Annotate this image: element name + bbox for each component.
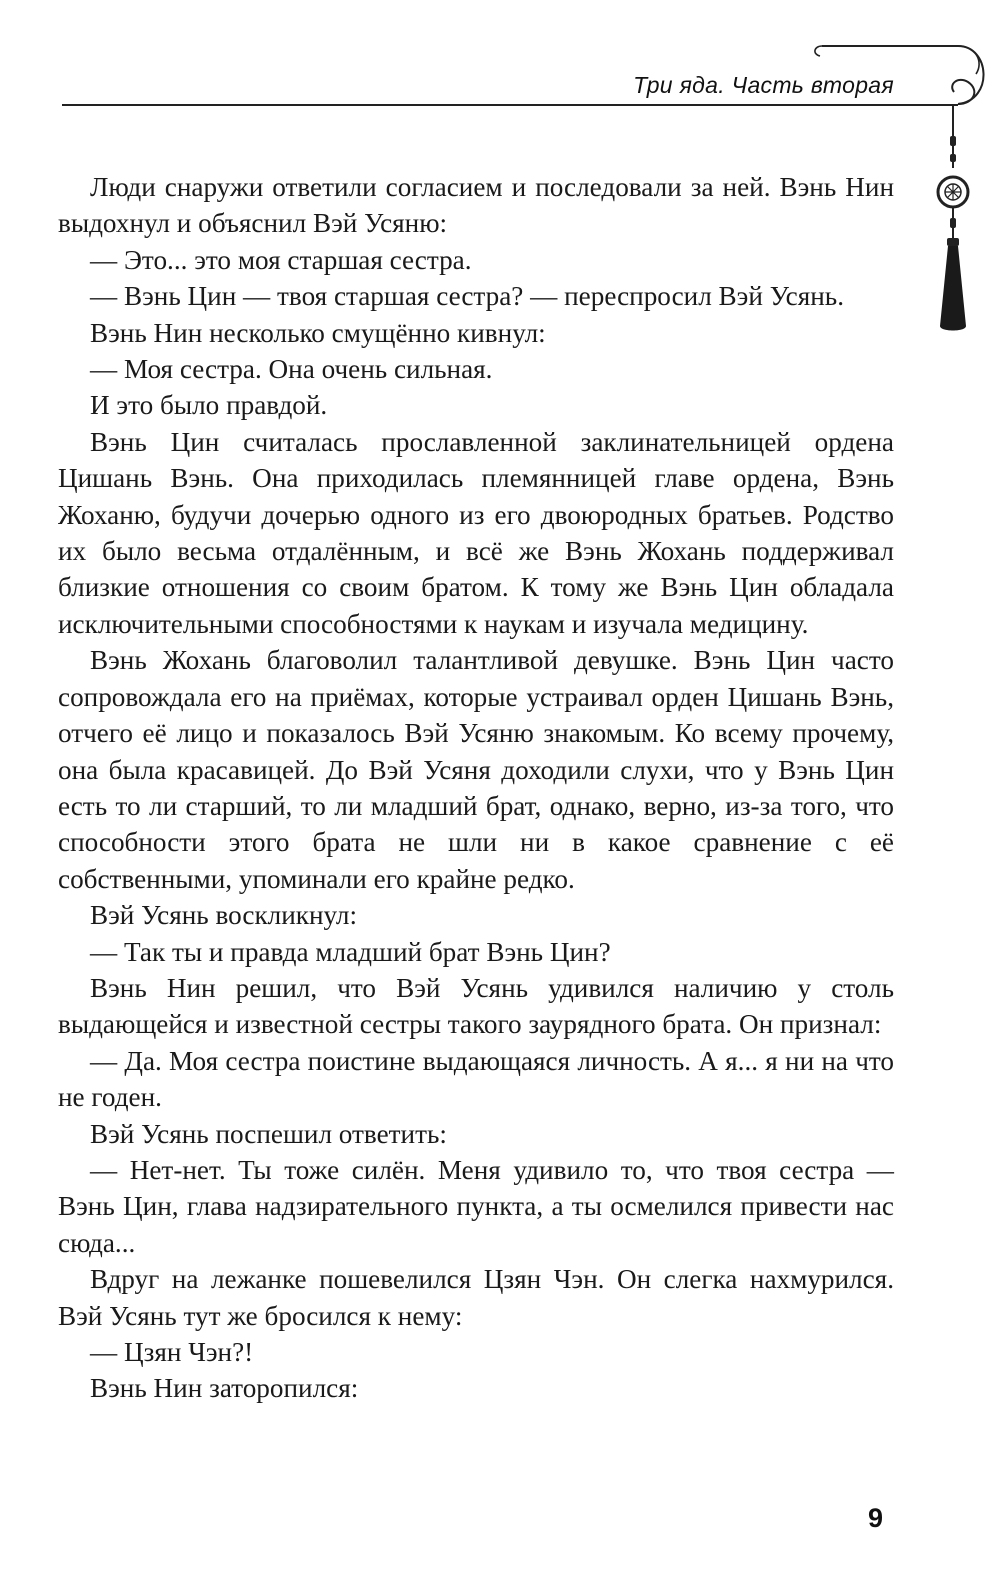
dialog-line: — Нет-нет. Ты тоже силён. Меня удивило то, что твоя сестра — Вэнь Цин, глава надзирательного пункта, а ты осмелился привести нас сюда... (58, 1154, 894, 1258)
dialog-line: — Это... это моя старшая сестра. (90, 244, 472, 275)
paragraph: Люди снаружи ответили согласием и последовали за ней. Вэнь Нин выдохнул и объяснил Вэй Усяню: (58, 172, 894, 239)
dialog-line: — Да. Моя сестра поистине выдающаяся личность. А я... я ни на что не годен. (58, 1045, 894, 1113)
paragraph: Вэнь Цин считалась прославленной заклинательницей ордена Цишань Вэнь. Она приходилась племянницей главе ордена, Вэнь Жоханю, будучи дочерью одного из его двоюродных братьев. Родство их было весьма отдалённым, и всё же Вэнь Жохань поддерживал близкие отношения со своим братом. К тому же Вэнь Цин обладала исключительными способностями к наукам и изучала медицину. (58, 426, 894, 639)
running-header-title: Три яда. Часть вторая (633, 72, 894, 98)
dialog-line: — Цзян Чэн?! (90, 1337, 254, 1367)
page-body (58, 169, 894, 1407)
paragraph: Вдруг на лежанке пошевелился Цзян Чэн. Он слегка нахмурился. Вэй Усянь тут же бросился к нему: (58, 1264, 894, 1331)
paragraph: Вэй Усянь поспешил ответить: (90, 1118, 447, 1149)
dialog-line: — Вэнь Цин — твоя старшая сестра? — переспросил Вэй Усянь. (90, 281, 845, 312)
paragraph: Вэй Усянь воскликнул: (90, 900, 358, 931)
paragraph: Вэнь Нин несколько смущённо кивнул: (90, 317, 546, 348)
page-number: 9 (868, 1503, 884, 1533)
paragraph: Вэнь Жохань благоволил талантливой девушке. Вэнь Цин часто сопровождала его на приёмах, которые устраивал орден Цишань Вэнь, отчего её лицо и показалось Вэй Усяню знакомым. Ко всему прочему, она была красавицей. До Вэй Усяня доходили слухи, что у Вэнь Цин есть то ли старший, то ли младший брат, однако, верно, из-за того, что способности этого брата не шли ни в какое сравнение с её собственными, упоминали его крайне редко. (58, 645, 894, 894)
paragraph: Вэнь Нин решил, что Вэй Усянь удивился наличию у столь выдающейся и известной сестры такого заурядного брата. Он признал: (58, 972, 894, 1040)
dialog-line: — Так ты и правда младший брат Вэнь Цин? (90, 936, 611, 967)
dialog-line: — Моя сестра. Она очень сильная. (90, 354, 493, 385)
paragraph: Вэнь Нин заторопился: (90, 1373, 359, 1404)
paragraph: И это было правдой. (90, 390, 328, 421)
